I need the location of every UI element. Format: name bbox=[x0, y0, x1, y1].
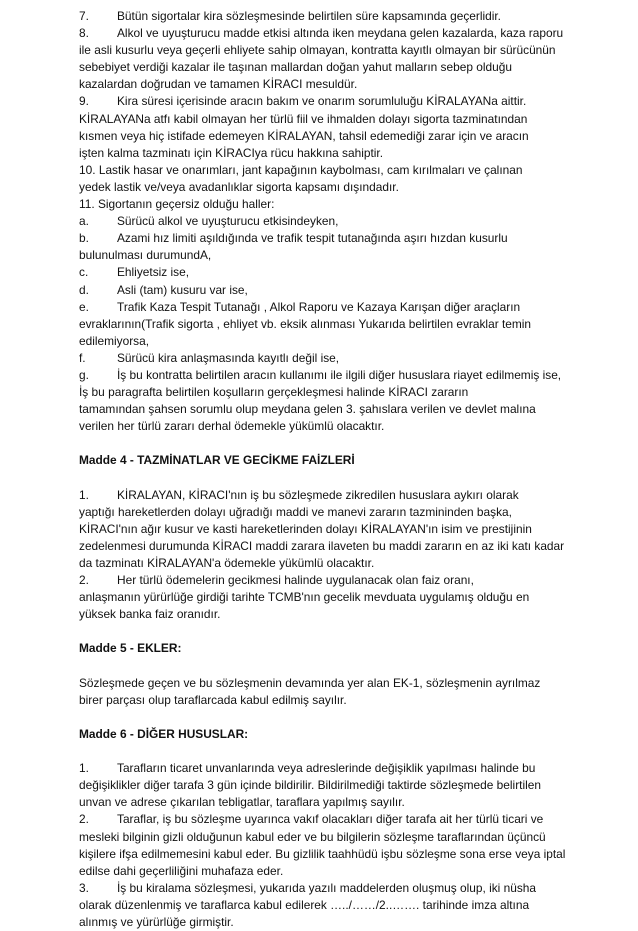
text-line bbox=[79, 111, 568, 128]
text-line bbox=[79, 350, 568, 367]
line-text: alınmış ve yürürlüğe girmiştir. bbox=[79, 914, 234, 929]
text-line bbox=[79, 880, 568, 897]
line-text: ile asli kusurlu veya geçerli ehliyete sahip olmayan, kontratta kayıtlı olmayan bir sürücünün bbox=[79, 43, 556, 58]
text-line bbox=[79, 555, 568, 572]
spacer bbox=[79, 623, 568, 640]
line-text: Ehliyetsiz ise, bbox=[117, 265, 190, 280]
text-line bbox=[79, 487, 568, 504]
line-text: kişilere ifşa edilmemesini kabul eder. Bu gizlilik taahhüdü işbu sözleşme sona erse veya iptal bbox=[79, 846, 566, 861]
item-number: a. bbox=[79, 214, 89, 229]
line-text: bulunulması durumundA, bbox=[79, 248, 212, 263]
spacer bbox=[79, 658, 568, 675]
text-line bbox=[79, 128, 568, 145]
line-text: zedelenmesi durumunda KİRACI maddi zarara ilaveten bu maddi zararın en az iki katı kadar bbox=[79, 538, 565, 553]
text-line bbox=[79, 606, 568, 623]
line-text: İş bu paragrafta belirtilen koşulların gerçekleşmesi halinde KİRACI zararın bbox=[79, 385, 469, 400]
text-line bbox=[79, 162, 568, 179]
item-number: 3. bbox=[79, 880, 89, 895]
line-text: edilse dahi geçerliliğini muhafaza eder. bbox=[79, 863, 284, 878]
spacer bbox=[79, 709, 568, 726]
text-line bbox=[79, 384, 568, 401]
line-text: unvan ve adrese çıkarılan tebligatlar, taraflara yapılmış sayılır. bbox=[79, 795, 405, 810]
text-line bbox=[79, 264, 568, 281]
line-text: anlaşmanın yürürlüğe girdiği tarihte TCMB'nın gecelik mevduata uygulamış olduğu en bbox=[79, 590, 530, 605]
text-line bbox=[79, 316, 568, 333]
line-text: İş bu kiralama sözleşmesi, yukarıda yazılı maddelerden oluşmuş olup, iki nüsha bbox=[117, 880, 537, 895]
line-text: 10. Lastik hasar ve onarımları, jant kapağının kaybolması, cam kırılmaları ve çalınan bbox=[79, 162, 523, 177]
text-line bbox=[79, 692, 568, 709]
text-line bbox=[79, 145, 568, 162]
text-line bbox=[79, 521, 568, 538]
text-line bbox=[79, 914, 568, 931]
line-text: Sürücü kira anlaşmasında kayıtlı değil ise, bbox=[117, 350, 340, 365]
text-line bbox=[79, 504, 568, 521]
line-text: KİRALAYANa atfı kabil olmayan her türlü fiil ve ihmalden dolayı sigorta tazminatından bbox=[79, 111, 528, 126]
spacer bbox=[79, 470, 568, 487]
item-number: f. bbox=[79, 350, 86, 365]
text-line bbox=[79, 367, 568, 384]
line-text: 11. Sigortanın geçersiz olduğu haller: bbox=[79, 197, 275, 212]
line-text: Her türlü ödemelerin gecikmesi halinde uygulanacak olan faiz oranı, bbox=[117, 573, 474, 588]
line-text: verilen her türlü zararı derhal ödemekle yükümlü olacaktır. bbox=[79, 419, 385, 434]
text-line bbox=[79, 59, 568, 76]
text-line bbox=[79, 897, 568, 914]
line-text: Alkol ve uyuşturucu madde etkisi altında iken meydana gelen kazalarda, kaza raporu bbox=[117, 26, 564, 41]
text-line bbox=[79, 247, 568, 264]
item-number: g. bbox=[79, 367, 89, 382]
line-text: Trafik Kaza Tespit Tutanağı , Alkol Raporu ve Kazaya Karışan diğer araçların bbox=[117, 299, 521, 314]
line-text: yaptığı hareketlerden dolayı uğradığı maddi ve manevi zararın tazmininden başka, bbox=[79, 504, 512, 519]
text-line bbox=[79, 179, 568, 196]
text-line bbox=[79, 401, 568, 418]
line-text: sebebiyet verdiği kazalar ile taşınan mallardan doğan yahut malların sebep olduğu bbox=[79, 60, 512, 75]
spacer bbox=[79, 743, 568, 760]
line-text: kısmen veya hiç istifade edemeyen KİRALAYAN, tahsil edemediği zarar için ve aracın bbox=[79, 128, 529, 143]
text-line bbox=[79, 829, 568, 846]
text-line bbox=[79, 42, 568, 59]
line-text: Azami hız limiti aşıldığında ve trafik tespit tutanağında aşırı hızdan kusurlu bbox=[117, 231, 508, 246]
item-number: 1. bbox=[79, 487, 89, 502]
line-text: birer parçası olup taraflarcada kabul edilmiş sayılır. bbox=[79, 692, 347, 707]
line-text: mesleki bilginin gizli olduğunun kabul eder ve bu bilgilerin sözleşme taraflarından üçüncü bbox=[79, 829, 546, 844]
item-number: 2. bbox=[79, 812, 89, 827]
item-number: b. bbox=[79, 231, 89, 246]
text-line bbox=[79, 282, 568, 299]
section-madde-6 bbox=[79, 760, 568, 931]
line-text: KİRALAYAN, KİRACI'nın iş bu sözleşmede zikredilen hususlara aykırı olarak bbox=[117, 487, 519, 502]
line-text: Kira süresi içerisinde aracın bakım ve onarım sorumluluğu KİRALAYANa aittir. bbox=[117, 94, 527, 109]
line-text: Sürücü alkol ve uyuşturucu etkisindeyken, bbox=[117, 214, 339, 229]
line-text: yüksek banka faiz oranıdır. bbox=[79, 607, 221, 622]
item-number: c. bbox=[79, 265, 89, 280]
text-line bbox=[79, 230, 568, 247]
line-text: evraklarının(Trafik sigorta , ehliyet vb. eksik alınması Yukarıda belirtilen evraklar temin bbox=[79, 316, 532, 331]
text-line bbox=[79, 863, 568, 880]
item-number: 9. bbox=[79, 94, 89, 109]
section-madde-5 bbox=[79, 675, 568, 709]
text-line bbox=[79, 760, 568, 777]
section-clauses-7-11 bbox=[79, 8, 568, 435]
text-line bbox=[79, 213, 568, 230]
line-text: Tarafların ticaret unvanlarında veya adreslerinde değişiklik yapılması halinde bu bbox=[117, 761, 536, 776]
item-number: e. bbox=[79, 299, 89, 314]
text-line bbox=[79, 794, 568, 811]
text-line bbox=[79, 299, 568, 316]
line-text: olarak düzenlenmiş ve taraflarca kabul edilerek …../……/2..……. tarihinde imza altına bbox=[79, 897, 530, 912]
section-madde-4 bbox=[79, 487, 568, 624]
spacer bbox=[79, 435, 568, 452]
line-text: Sözleşmede geçen ve bu sözleşmenin devamında yer alan EK-1, sözleşmenin ayrılmaz bbox=[79, 675, 541, 690]
item-number: 2. bbox=[79, 573, 89, 588]
text-line bbox=[79, 675, 568, 692]
line-text: değişiklikler diğer tarafa 3 gün içinde bildirilir. Bildirilmediği taktirde sözleşmede belirtilen bbox=[79, 778, 541, 793]
line-text: kazalardan doğrudan ve tamamen KİRACI mesuldür. bbox=[79, 77, 358, 92]
text-line bbox=[79, 846, 568, 863]
text-line bbox=[79, 418, 568, 435]
line-text: İş bu kontratta belirtilen aracın kullanımı ile ilgili diğer hususlara riayet edilmemiş ise, bbox=[117, 367, 562, 382]
item-number: 1. bbox=[79, 761, 89, 776]
item-number: d. bbox=[79, 282, 89, 297]
line-text: edilemiyorsa, bbox=[79, 333, 150, 348]
heading-madde-5: Madde 5 - EKLER: bbox=[79, 641, 182, 656]
text-line bbox=[79, 538, 568, 555]
text-line bbox=[79, 811, 568, 828]
line-text: işten kalma tazminatı için KİRACIya rücu hakkına sahiptir. bbox=[79, 145, 384, 160]
line-text: Taraflar, iş bu sözleşme uyarınca vakıf olacakları diğer tarafa ait her türlü ticari ve bbox=[117, 812, 544, 827]
line-text: Bütün sigortalar kira sözleşmesinde belirtilen süre kapsamında geçerlidir. bbox=[117, 9, 501, 23]
heading-madde-4: Madde 4 - TAZMİNATLAR VE GECİKME FAİZLERİ bbox=[79, 453, 355, 468]
item-number: 7. bbox=[79, 9, 89, 23]
text-line bbox=[79, 777, 568, 794]
line-text: tamamından şahsen sorumlu olup meydana gelen 3. şahıslara verilen ve devlet malına bbox=[79, 402, 536, 417]
line-text: KİRACI'nın ağır kusur ve kasti hareketlerinden dolayı KİRALAYAN'ın isim ve prestijinin bbox=[79, 521, 532, 536]
line-text: da tazminatı KİRALAYAN'a ödemekle yükümlü olacaktır. bbox=[79, 556, 375, 570]
text-line bbox=[79, 572, 568, 589]
item-number: 8. bbox=[79, 26, 89, 41]
text-line bbox=[79, 93, 568, 110]
text-line bbox=[79, 196, 568, 213]
text-line bbox=[79, 589, 568, 606]
text-line bbox=[79, 8, 568, 25]
text-line bbox=[79, 25, 568, 42]
text-line bbox=[79, 333, 568, 350]
line-text: yedek lastik ve/veya avadanlıklar sigorta kapsamı dışındadır. bbox=[79, 179, 399, 194]
text-line bbox=[79, 76, 568, 93]
heading-madde-6: Madde 6 - DİĞER HUSUSLAR: bbox=[79, 726, 249, 741]
line-text: Asli (tam) kusuru var ise, bbox=[117, 282, 248, 297]
